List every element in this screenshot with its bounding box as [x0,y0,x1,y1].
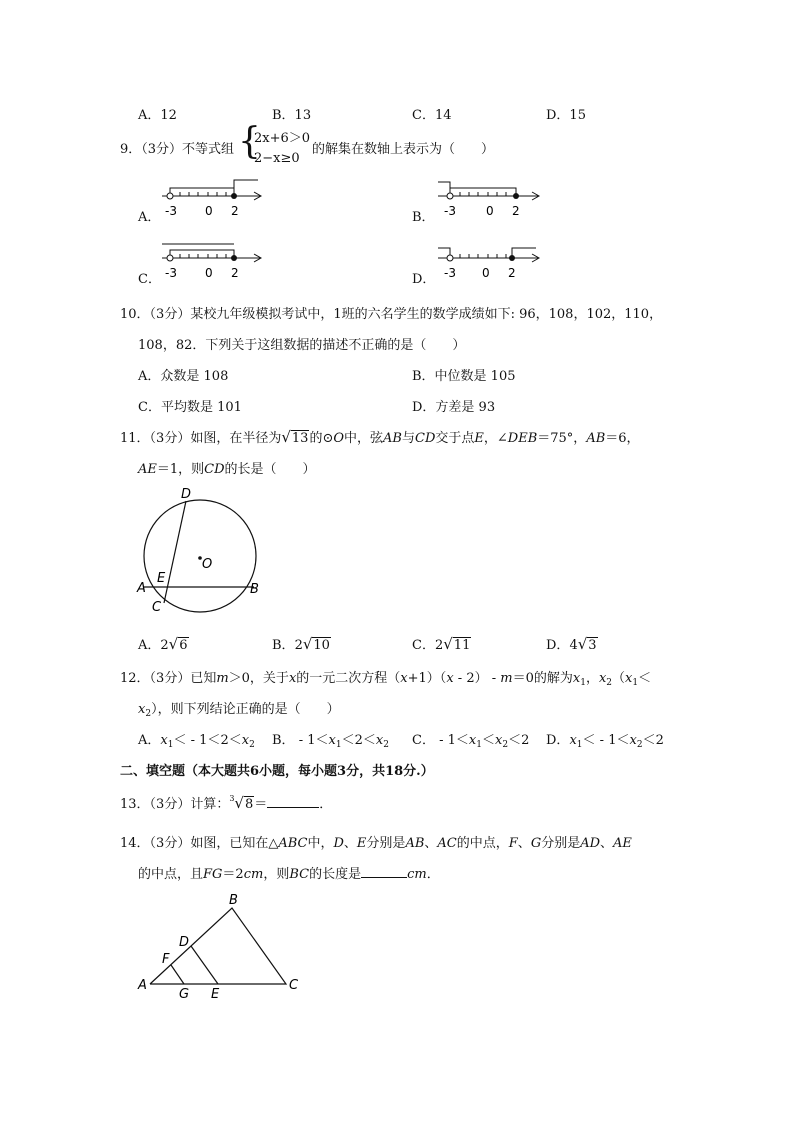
q11-circle-figure [130,484,270,620]
q11-option-c: C．2√11 [412,635,471,653]
q12-option-c: C． - $1<x_1<x_2<2$ [412,733,530,750]
q9-numberline-c [158,240,268,280]
tick-label: 2 [231,204,239,218]
q8-option-b: B．13 [272,108,312,123]
fig-label-B: B [250,582,259,597]
q10-line1: 10．（3分）某校九年级模拟考试中，1班的六名学生的数学成绩如下: 96，108，102，110， [120,307,663,322]
q9-label-c: C． [138,272,161,287]
section-title-fill-in: 二、填空题（本大题共6小题，每小题3分，共18分.） [120,764,434,779]
tick-label: -3 [444,266,456,280]
q9-label-d: D． [412,272,436,287]
tick-label: 0 [205,204,213,218]
tick-label: 0 [482,266,490,280]
fig-label-F: F [162,952,170,967]
q11-stem-line1: 11．（3分）如图，在半径为√13的⊙O中，弦AB与CD交于点E，∠DEB＝75°，AB＝6， [120,428,640,446]
q11-stem-line2: AE＝1，则CD的长是（ ） [138,462,316,477]
sqrt-13: √13 [281,428,309,446]
tick-label: -3 [165,266,177,280]
q12-option-b: B． - $1<x_1<2<x_2$ [272,733,389,750]
q14-triangle-figure [134,890,304,1002]
fig-label-G: G [179,987,190,1002]
q12-stem-line2: $x_2$），则下列结论正确的是（ ） [138,702,340,719]
fig-label-A: A [137,581,146,596]
q9-numberline-a [158,178,268,218]
q12-option-d: D．$x_1< - 1<x_2<2$ [546,733,664,750]
cube-root-8: $^3$√8 [229,794,254,812]
tick-label: 2 [508,266,516,280]
q14-stem-line1: 14．（3分）如图，已知在△ABC中，D、E分别是AB、AC的中点，F、G分别是AD、AE [120,836,632,851]
q11-option-a: A．2√6 [138,635,188,653]
fig-label-E: E [211,987,220,1002]
q9-inequality-2: 2−x≥0 [254,151,300,166]
q8-option-c: C．14 [412,108,452,123]
q10-option-a: A．众数是 108 [138,369,229,384]
q12-stem-line1: 12．（3分）已知m＞0，关于x的一元二次方程（x+1）（x - 2） - m＝0的解为$x_1$，$x_2(x_1<$ [120,671,652,688]
fig-label-C: C [152,600,162,615]
q9-label-a: A． [138,210,161,225]
q9-stem-suffix: 的解集在数轴上表示为（ ） [312,142,495,157]
fig-label-A: A [138,978,147,993]
q9-numberline-b [434,178,546,218]
q14-stem-line2: 的中点，且FG＝2cm，则BC的长度是 cm． [138,867,440,882]
tick-label: -3 [444,204,456,218]
q12-option-a: A．$x_1< - 1<2<x_2$ [138,733,255,750]
q13-answer-blank[interactable] [267,807,319,808]
q10-option-c: C．平均数是 101 [138,400,242,415]
fig-label-E: E [157,571,166,586]
q10-option-d: D．方差是 93 [412,400,496,415]
q10-line2: 108，82．下列关于这组数据的描述不正确的是（ ） [138,338,466,353]
q8-option-a: A．12 [138,108,177,123]
fig-label-C: C [289,978,299,993]
q9-numberline-d [434,240,546,280]
q9-brace: { [238,121,261,162]
fig-label-D: D [181,487,192,502]
fig-label-D: D [179,935,190,950]
q8-option-d: D．15 [546,108,586,123]
q11-option-b: B．2√10 [272,635,330,653]
tick-label: 2 [231,266,239,280]
fig-label-B: B [229,893,238,908]
q13-stem: 13．（3分）计算：$^3$√8＝ ． [120,794,333,812]
q10-option-b: B．中位数是 105 [412,369,516,384]
q11-option-d: D．4√3 [546,635,597,653]
q9-stem-prefix: 9．（3分）不等式组 [120,142,235,157]
q9-inequality-1: 2x+6＞0 [254,131,311,146]
fig-label-O: O [202,557,213,572]
tick-label: 2 [512,204,520,218]
tick-label: 0 [486,204,494,218]
tick-label: 0 [205,266,213,280]
tick-label: -3 [165,204,177,218]
q14-answer-blank[interactable] [361,877,407,878]
q9-label-b: B． [412,210,435,225]
